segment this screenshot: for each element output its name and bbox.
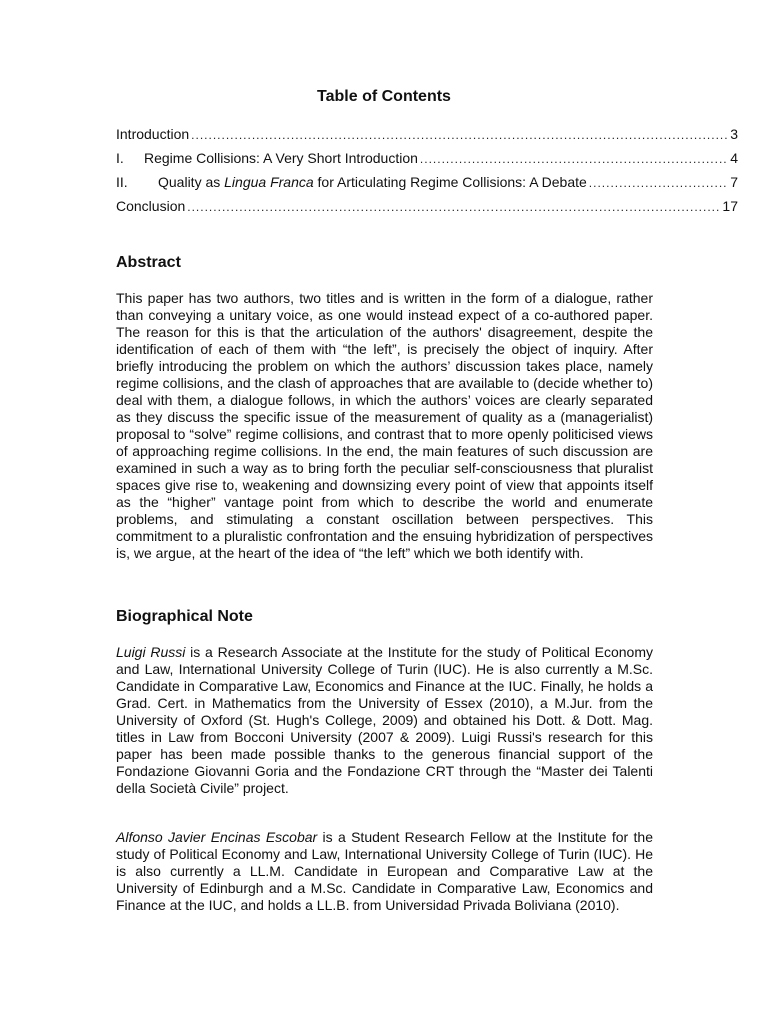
toc-entry-page: 3 xyxy=(730,126,738,142)
abstract-text: This paper has two authors, two titles and is written in the form of a dialogue, rather than conveying a unitary voice, as one would instead expect of a co-authored paper. The reason for this is that the articulation of the authors' disagreement, despite the identification of each of them with “the left”, is precisely the object of inquiry. After briefly introducing the problem on which the authors’ discussion takes place, namely regime collisions, and the clash of approaches that are available to (decide whether to) deal with them, a dialogue follows, in which the authors’ voices are clearly separated as they discuss the specific issue of the measurement of quality as a (managerialist) proposal to “solve” regime collisions, and contrast that to more openly politicised views of approaching regime collisions. In the end, the main features of such discussion are examined in such a way as to bring forth the peculiar self-consciousness that pluralist spaces give rise to, weakening and downsizing every point of view that appoints itself as the “higher” vantage point from which to describe the world and enumerate problems, and stimulating a constant oscillation between perspectives. This commitment to a pluralistic confrontation and the ensuing hybridization of perspectives is, we argue, at the heart of the idea of “the left” which we both identify with. xyxy=(116,290,653,561)
toc-leader-dots xyxy=(420,147,728,171)
toc-entry-page: 7 xyxy=(730,174,738,190)
abstract-heading: Abstract xyxy=(116,254,181,271)
bio-text-1: is a Research Associate at the Institute for the study of Political Economy and Law, International University College of Turin (IUC). He is also currently a M.Sc. Candidate in Comparative Law, Economics and Finance at the IUC. Finally, he holds a Grad. Cert. in Mathematics from the University of Essex (2010), a M.Jur. from the University of Oxford (St. Hugh's College, 2009) and obtained his Dott. & Dott. Mag. titles in Law from Bocconi University (2007 & 2009). Luigi Russi's research for this paper has been made possible thanks to the generous financial support of the Fondazione Giovanni Goria and the Fondazione CRT through the “Master dei Talenti della Società Civile” project. xyxy=(116,644,653,796)
bio-text-2: is a Student Research Fellow at the Institute for the study of Political Economy and Law, International University College of Turin (IUC). He is also currently a LL.M. Candidate in European and Comparative Law at the University of Edinburgh and a M.Sc. Candidate in Comparative Law, Economics and Finance at the IUC, and holds a LL.B. from Universidad Privada Boliviana (2010). xyxy=(116,829,653,913)
toc-entry-page: 17 xyxy=(722,198,738,214)
toc-leader-dots xyxy=(187,195,720,219)
toc-entry-label xyxy=(158,170,587,194)
toc-entry-quality-lingua-franca[interactable] xyxy=(116,170,738,194)
author-name-luigi-russi: Luigi Russi xyxy=(116,644,186,660)
toc-entry-page: 4 xyxy=(730,150,738,166)
toc-entry-label-start: Quality as xyxy=(158,174,225,190)
author-name-alfonso-encinas: Alfonso Javier Encinas Escobar xyxy=(116,829,318,845)
toc-entry-label-end: for Articulating Regime Collisions: A Debate xyxy=(313,174,587,190)
toc-entry-regime-collisions[interactable] xyxy=(116,146,738,170)
bio-paragraph-1 xyxy=(116,644,653,797)
toc-title: Table of Contents xyxy=(317,88,451,105)
bio-paragraph-2 xyxy=(116,829,653,914)
bio-heading: Biographical Note xyxy=(116,608,253,625)
toc-entry-label-italic: Lingua Franca xyxy=(224,174,314,190)
toc-entry-introduction[interactable] xyxy=(116,122,738,146)
toc-entry-number: II. xyxy=(116,174,128,190)
toc-leader-dots xyxy=(589,171,728,195)
table-of-contents xyxy=(116,122,738,218)
toc-entry-number: I. xyxy=(116,150,124,166)
toc-entry-label: Regime Collisions: A Very Short Introduction xyxy=(144,150,418,166)
toc-leader-dots xyxy=(191,123,728,147)
toc-entry-conclusion[interactable] xyxy=(116,194,738,218)
toc-entry-label: Introduction xyxy=(116,126,190,142)
toc-entry-label: Conclusion xyxy=(116,198,186,214)
